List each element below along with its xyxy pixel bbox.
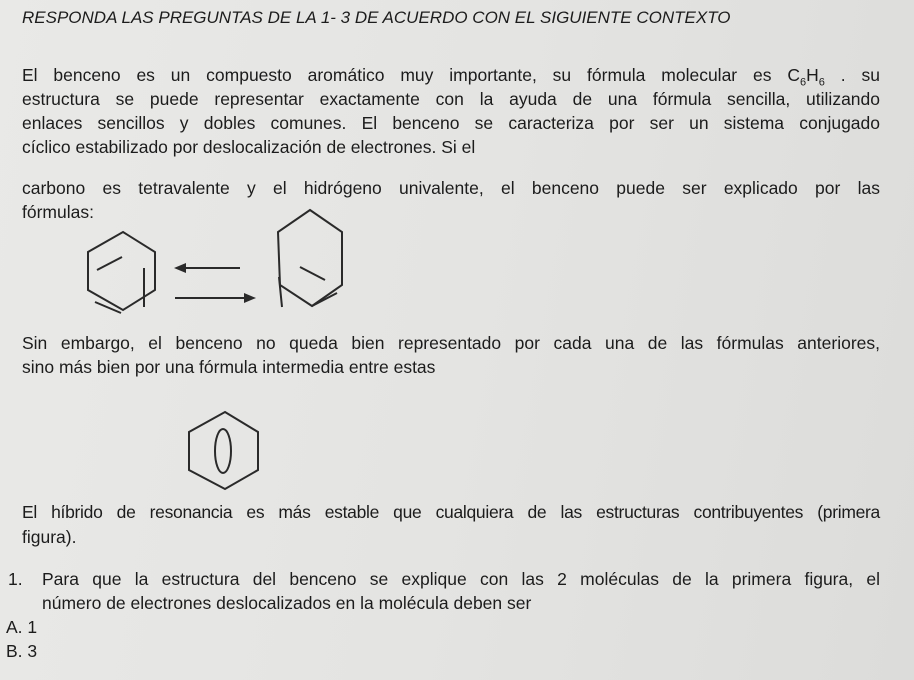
context-line: fórmulas: [22, 202, 94, 222]
kekule-structure-left [88, 232, 155, 313]
resonance-hybrid-structure [189, 412, 258, 489]
option-a[interactable]: A. 1 [6, 617, 38, 637]
section-title: RESPONDA LAS PREGUNTAS DE LA 1- 3 DE ACUERDO CON EL SIGUIENTE CONTEXTO [22, 8, 731, 27]
question-text: número de electrones deslocalizados en la molécula deben ser [42, 593, 532, 613]
context-line: estructura se puede representar exactamente con la ayuda de una fórmula sencilla, utilizando [22, 89, 880, 109]
question-number: 1. [8, 569, 23, 589]
question-text: Para que la estructura del benceno se explique con las 2 moléculas de la primera figura, el [42, 569, 880, 589]
resonance-arrows [174, 263, 256, 303]
context-line: carbono es tetravalente y el hidrógeno univalente, el benceno puede ser explicado por las [22, 178, 880, 198]
context-line: El híbrido de resonancia es más estable que cualquiera de las estructuras contribuyentes (primera [22, 502, 880, 522]
context-line: cíclico estabilizado por deslocalización de electrones. Si el [22, 137, 476, 157]
context-line: figura). [22, 527, 77, 547]
context-text: El benceno es un compuesto aromático muy importante, su fórmula molecular es [22, 65, 788, 85]
molecular-formula: $C_6H_6$ . su [787, 65, 880, 89]
context-line: sino más bien por una fórmula intermedia entre estas [22, 357, 436, 377]
kekule-structure-right [278, 210, 342, 307]
context-line: Sin embargo, el benceno no queda bien representado por cada una de las fórmulas anteriores, [22, 333, 880, 353]
option-b[interactable]: B. 3 [6, 641, 38, 661]
context-line: enlaces sencillos y dobles comunes. El benceno se caracteriza por ser un sistema conjugado [22, 113, 880, 133]
